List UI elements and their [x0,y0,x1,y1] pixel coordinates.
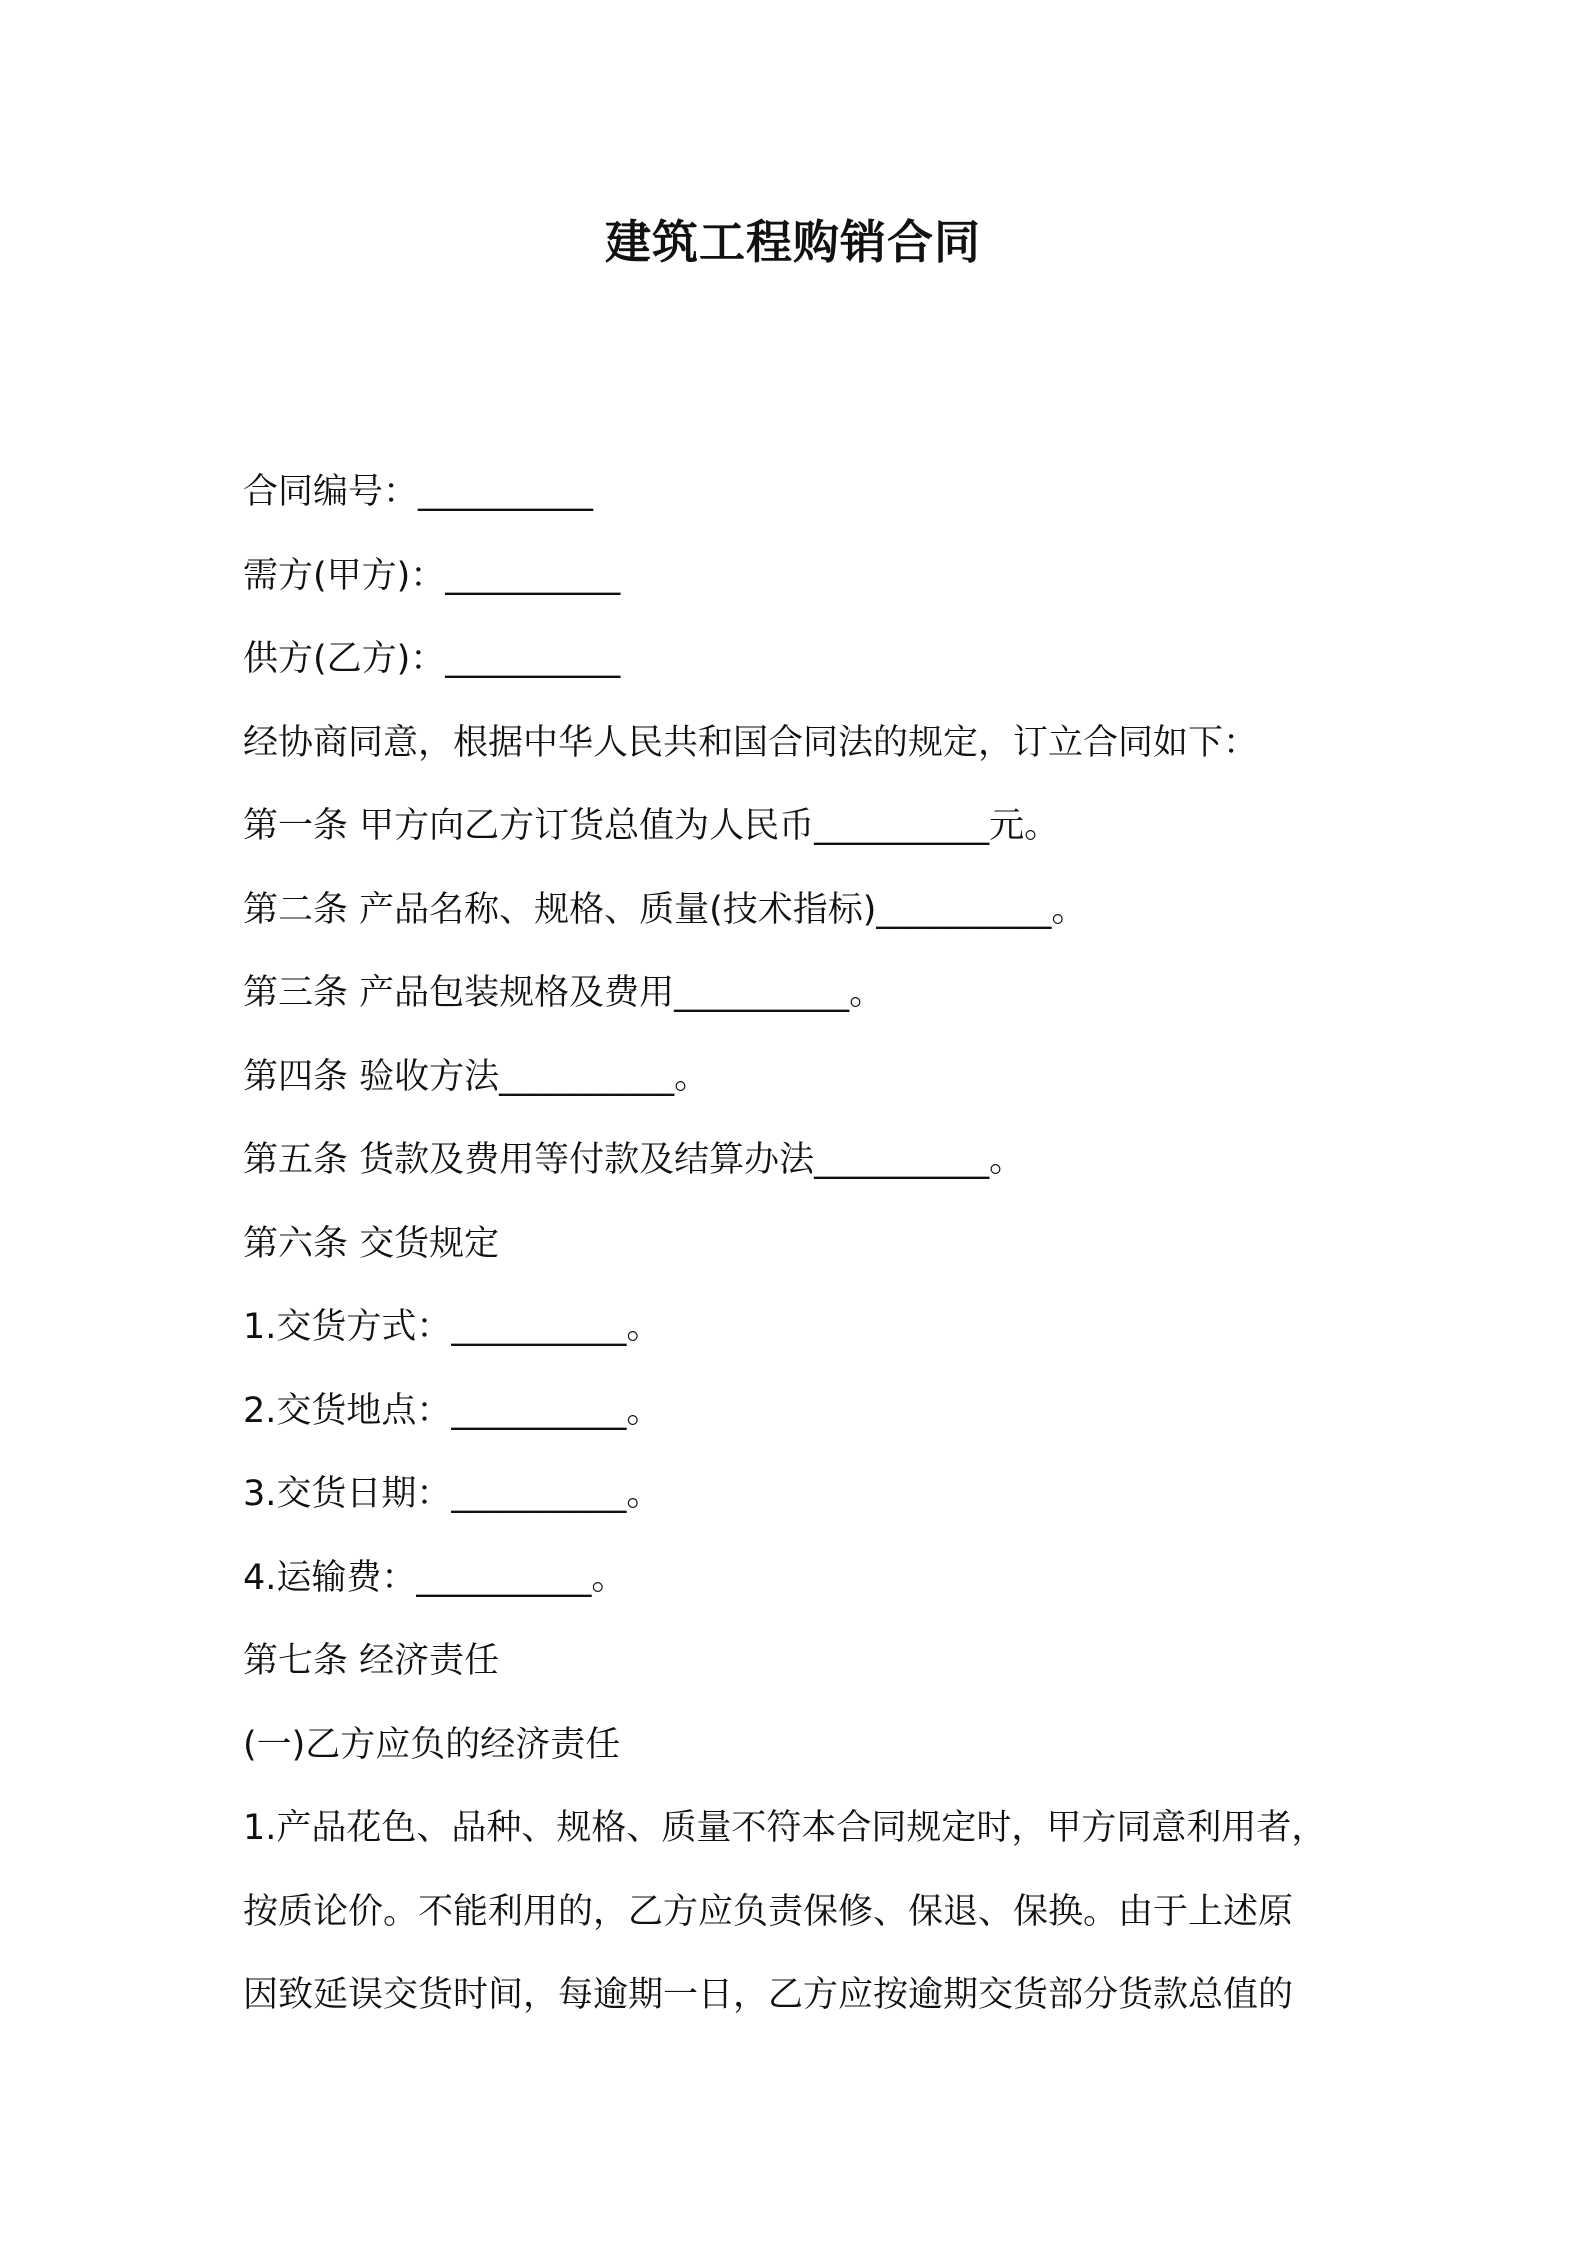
article-1-line: 第一条 甲方向乙方订货总值为人民币__________元。 [243,806,1060,846]
article-7-heading: 第七条 经济责任 [243,1641,500,1681]
supplier-line: 供方(乙方)：__________ [243,639,621,679]
article-3-line: 第三条 产品包装规格及费用__________。 [243,973,885,1013]
article-2-line: 第二条 产品名称、规格、质量(技术指标)__________。 [243,889,1087,930]
party-b-liability-heading: (一)乙方应负的经济责任 [243,1724,621,1765]
liability-paragraph-line-3: 因致延误交货时间，每逾期一日，乙方应按逾期交货部分货款总值的 [243,1975,1294,2015]
preamble-line: 经协商同意，根据中华人民共和国合同法的规定，订立合同如下： [243,722,1259,763]
delivery-date-line: 3.交货日期：__________。 [243,1474,662,1514]
document-body [243,451,1363,2038]
document-title: 建筑工程购销合同 [605,215,981,269]
liability-paragraph-line-2: 按质论价。不能利用的，乙方应负责保修、保退、保换。由于上述原 [243,1891,1294,1932]
article-5-line: 第五条 货款及费用等付款及结算办法__________。 [243,1140,1025,1180]
article-4-line: 第四条 验收方法__________。 [243,1056,710,1097]
contract-number-line: 合同编号：__________ [243,472,594,512]
delivery-location-line: 2.交货地点：__________。 [243,1390,662,1431]
delivery-method-line: 1.交货方式：__________。 [243,1307,662,1347]
article-6-heading: 第六条 交货规定 [243,1223,500,1264]
freight-line: 4.运输费：__________。 [243,1557,627,1598]
liability-paragraph-line-1: 1.产品花色、品种、规格、质量不符本合同规定时，甲方同意利用者， [243,1808,1327,1848]
buyer-line: 需方(甲方)：__________ [243,555,621,596]
